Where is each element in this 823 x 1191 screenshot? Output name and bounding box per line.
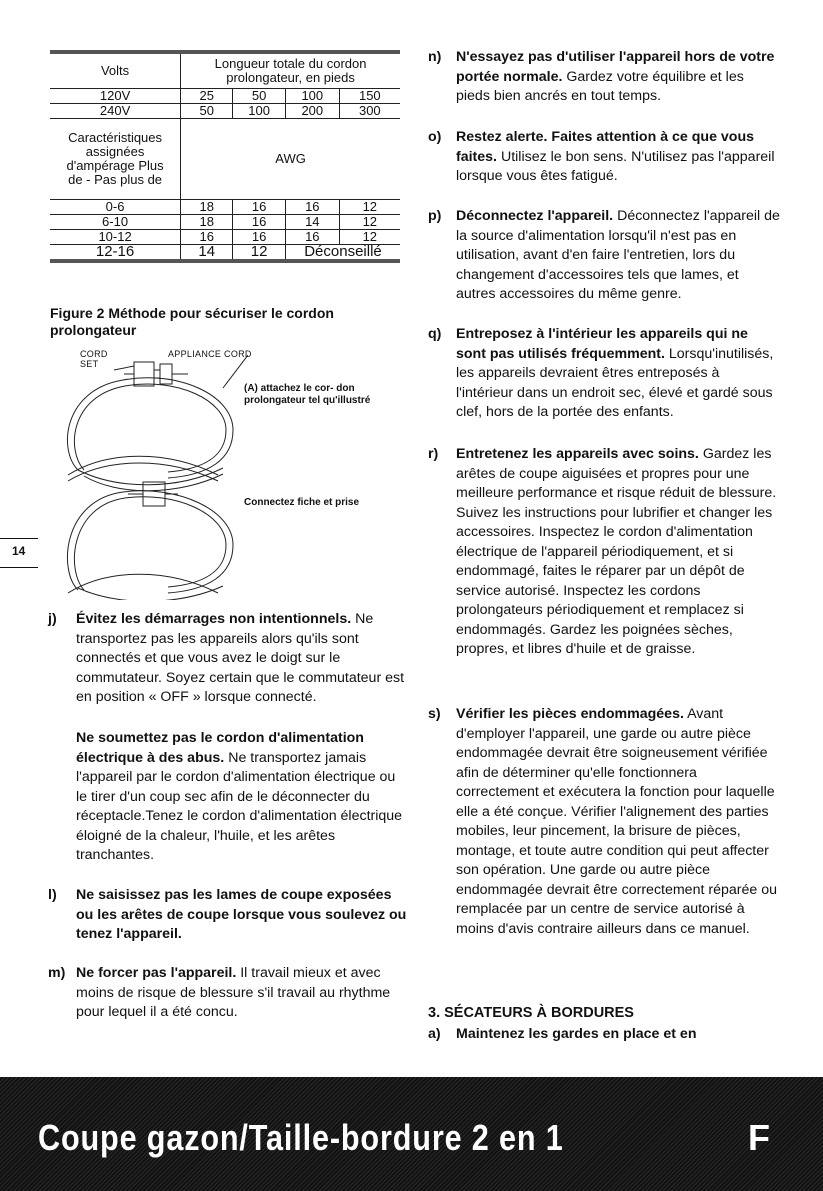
- table-cell: 16: [285, 230, 339, 245]
- item-body: Ne transportez jamais l'appareil par le cordon d'alimentation électrique ou le tirer d'un coup sec afin de le déconnecter du réceptacle.Tenez le cordon d'alimentation électrique éloigné de la chaleur, l'huile, et les arêtes tranchantes.: [76, 749, 403, 863]
- item-bold: Entreposez à l'intérieur les appareils qui ne sont pas utilisés fréquemment.: [456, 326, 748, 362]
- cord-set-label: CORD SET: [80, 349, 108, 369]
- table-cell: 12: [339, 200, 400, 215]
- list-item: [48, 610, 408, 708]
- item-body: Gardez votre équilibre et les pieds bien ancrés en tout temps.: [456, 68, 744, 104]
- table-cell: 6-10: [50, 215, 181, 230]
- list-item: [48, 886, 408, 945]
- note-b: Connectez fiche et prise: [244, 497, 360, 508]
- extension-cord-table: [50, 50, 400, 263]
- footer-title: Coupe gazon/Taille-bordure 2 en 1: [38, 1117, 564, 1158]
- item-bold: Entretenez les appareils avec soins.: [456, 446, 699, 462]
- item-body: Il travail mieux et avec moins de risque de blessure s'il travail au rhythme pour lequel il a été concu.: [76, 965, 391, 1020]
- table-row: [50, 89, 400, 104]
- table-cell: 100: [285, 89, 339, 104]
- page-number: 14: [12, 544, 26, 558]
- item-bold: Ne saisissez pas les lames de coupe exposées ou les arêtes de coupe lorsque vous soulevez ou tenez l'appareil.: [76, 887, 407, 942]
- item-letter: j): [48, 611, 57, 627]
- item-text: [456, 1025, 780, 1045]
- item-bold: Déconnectez l'appareil.: [456, 208, 614, 224]
- length-header: Longueur totale du cordon prolongateur, en pieds: [181, 52, 400, 89]
- table-cell: 16: [181, 230, 233, 245]
- rating-label: Caractéristiques assignées d'ampérage Plus de - Pas plus de: [50, 119, 181, 200]
- volts-header: Volts: [50, 52, 181, 89]
- table-cell: 18: [181, 215, 233, 230]
- item-bold: Restez alerte. Faites attention à ce que vous faites.: [456, 129, 755, 165]
- item-body: Gardez les arêtes de coupe aiguisées et propres pour une meilleure performance et risque réduit de blessure. Suivez les instructions pour lubrifier et changer les accessoires. Inspectez le cordon d'alimentation électrique de l'appareil périodiquement, et si endommagé, faites le réparer par un dépôt de service autorisé. Inspectez les cordons prolongateurs périodiquement et remplacez si endommagés. Gardez les poignées sèches, propres, et libres d'huile et de graisse.: [456, 446, 777, 657]
- item-text: [76, 964, 408, 1023]
- list-item: [428, 1025, 780, 1045]
- item-letter: p): [428, 208, 442, 224]
- item-text: [456, 48, 780, 107]
- table-cell: 12: [339, 215, 400, 230]
- table-cell: 14: [181, 245, 233, 262]
- item-body: Lorsqu'inutilisés, les appareils devraient êtres entreposés à l'intérieur dans un endroit sec, élevé et gardé sous clef, hors de la portée des enfants.: [456, 345, 774, 420]
- note-a: (A) attachez le cor- don prolongateur tel qu'illustré: [244, 383, 371, 406]
- item-text: [76, 729, 408, 866]
- item-text: [456, 705, 780, 939]
- item-bold: N'essayez pas d'utiliser l'appareil hors de votre portée normale.: [456, 49, 775, 85]
- table-cell: 16: [285, 200, 339, 215]
- item-text: [456, 325, 780, 423]
- table-cell: 18: [181, 200, 233, 215]
- item-bold: Évitez les démarrages non intentionnels.: [76, 611, 352, 627]
- item-letter: r): [428, 446, 439, 462]
- item-letter: l): [48, 887, 57, 903]
- list-item: [428, 207, 780, 305]
- footer-language-letter: F: [748, 1117, 770, 1158]
- section-heading: 3. SÉCATEURS À BORDURES: [428, 1005, 634, 1021]
- table-cell: Déconseillé: [285, 245, 400, 262]
- list-item: [48, 964, 408, 1023]
- awg-label: AWG: [181, 119, 400, 200]
- table-header-row: [50, 52, 400, 89]
- cord-diagram: [48, 350, 248, 600]
- table-cell: 200: [285, 104, 339, 119]
- table-cell: 12: [339, 230, 400, 245]
- table-cell: 100: [233, 104, 286, 119]
- list-item: [428, 128, 780, 187]
- table-cell: 12: [233, 245, 286, 262]
- item-letter: q): [428, 326, 442, 342]
- item-bold: Ne soumettez pas le cordon d'alimentation électrique à des abus.: [76, 730, 364, 766]
- table-cell: 12-16: [50, 245, 181, 262]
- item-text: [76, 610, 408, 708]
- page-rule-top: [0, 538, 38, 539]
- appliance-cord-label: APPLIANCE CORD: [168, 349, 252, 359]
- list-item: [428, 48, 780, 107]
- item-bold: Ne forcer pas l'appareil.: [76, 965, 237, 981]
- item-text: [456, 128, 780, 187]
- table-cell: 0-6: [50, 200, 181, 215]
- table-row: [50, 200, 400, 215]
- list-item: [428, 445, 780, 660]
- table-cell: 240V: [50, 104, 181, 119]
- item-bold: Maintenez les gardes en place et en: [456, 1026, 697, 1042]
- list-item: [428, 705, 780, 939]
- table-cell: 16: [233, 215, 286, 230]
- table-cell: 120V: [50, 89, 181, 104]
- item-body: Utilisez le bon sens. N'utilisez pas l'appareil lorsque vous êtes fatigué.: [456, 148, 775, 184]
- table-cell: 150: [339, 89, 400, 104]
- table-row: [50, 245, 400, 262]
- item-text: [76, 886, 408, 945]
- table-row: [50, 104, 400, 119]
- table-cell: 50: [233, 89, 286, 104]
- table-cell: 16: [233, 230, 286, 245]
- item-letter: a): [428, 1026, 441, 1042]
- item-text: [456, 207, 780, 305]
- item-letter: s): [428, 706, 441, 722]
- item-letter: n): [428, 49, 442, 65]
- item-body: Avant d'employer l'appareil, une garde ou autre pièce endommagée devrait être soigneusement vérifiée afin de déterminer qu'elle fonctionnera correctement et exécutera la fonction pour laquelle elle a été conçue. Vérifier l'alignement des parties mobiles, leur pincement, la brisure de pièces, montage, et toute autre condition qui peut affecter son opération. Une garde ou autre pièce endommagée devrait être correctement réparée ou remplacée par un centre de service autorisé à moins d'avis contraire ailleurs dans ce manuel.: [456, 706, 777, 937]
- item-text: [456, 445, 780, 660]
- item-body: Ne transportez pas les appareils alors qu'ils sont connectés et que vous avez le doigt sur le commutateur. Soyez certain que le commutateur est en position « OFF » lorsque connecté.: [76, 611, 405, 705]
- item-letter: m): [48, 965, 66, 981]
- list-item: [48, 729, 408, 866]
- table-cell: 16: [233, 200, 286, 215]
- item-bold: Vérifier les pièces endommagées.: [456, 706, 684, 722]
- table-cell: 25: [181, 89, 233, 104]
- table-cell: 300: [339, 104, 400, 119]
- table-cell: 50: [181, 104, 233, 119]
- item-letter: o): [428, 129, 442, 145]
- figure-title: Figure 2 Méthode pour sécuriser le cordon prolongateur: [50, 305, 334, 338]
- item-body: Déconnectez l'appareil de la source d'alimentation lorsqu'il n'est pas en utilisation, avant d'en faire l'entretien, lors du changement d'accessoires tels que lames, et autres accessoires du même genre.: [456, 208, 780, 302]
- table-row: [50, 215, 400, 230]
- table-cell: 14: [285, 215, 339, 230]
- list-item: [428, 325, 780, 423]
- table-cell: 10-12: [50, 230, 181, 245]
- page-rule-bottom: [0, 567, 38, 568]
- table-row: [50, 119, 400, 200]
